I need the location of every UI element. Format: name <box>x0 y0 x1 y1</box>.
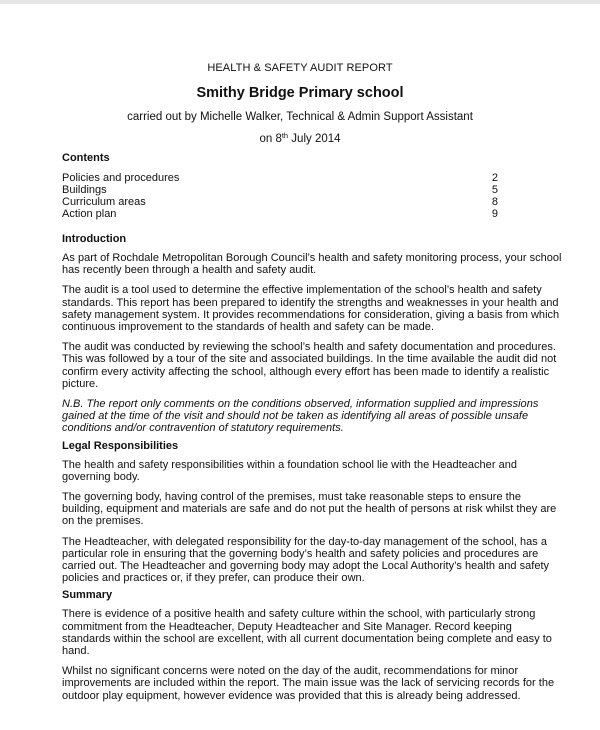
contents-list <box>62 172 498 220</box>
contents-item <box>62 184 498 196</box>
contents-item-page: 9 <box>491 208 498 220</box>
summary-paragraph: Whilst no significant concerns were noted on the day of the audit, recommendations for minor improvements are included within the report. The main issue was the lack of servicing records for the outdoor play equipment, however evidence was provided that this is already being addressed. <box>62 665 555 702</box>
report-title: HEALTH & SAFETY AUDIT REPORT <box>207 62 393 74</box>
contents-item <box>62 172 498 184</box>
report-body <box>62 152 562 702</box>
report-date <box>0 133 600 146</box>
date-suffix: July 2014 <box>288 133 341 145</box>
contents-item-label: Curriculum areas <box>62 196 146 208</box>
introduction-heading: Introduction <box>62 233 127 245</box>
contents-item <box>62 196 498 208</box>
contents-item-label: Action plan <box>62 208 117 220</box>
contents-heading: Contents <box>62 152 110 164</box>
contents-item <box>62 208 498 220</box>
legal-paragraph: The health and safety responsibilities within a foundation school lie with the Headteacher and governing body. <box>62 458 517 483</box>
introduction-note: N.B. The report only comments on the conditions observed, information supplied and impressions gained at the time of the visit and should not be taken as identifying all areas of possible unsafe conditions and/or contravention of statutory requirements. <box>62 398 539 435</box>
legal-paragraph: The Headteacher, with delegated responsibility for the day-to-day management of the school, has a particular role in ensuring that the governing body’s health and safety policies and procedures are carried out. The Headteacher and governing body may adopt the Local Authority’s health and safety policies and practices or, if they prefer, can produce their own. <box>62 535 550 585</box>
legal-paragraph: The governing body, having control of the premises, must take reasonable steps to ensure the building, equipment and materials are safe and do not put the health of persons at risk whilst they are on the premises. <box>62 491 557 528</box>
carried-out-by: carried out by Michelle Walker, Technical & Admin Support Assistant <box>127 111 473 123</box>
date-prefix: on 8 <box>259 133 282 145</box>
contents-item-page: 2 <box>491 172 498 184</box>
school-name: Smithy Bridge Primary school <box>196 85 404 101</box>
introduction-paragraph: The audit was conducted by reviewing the school’s health and safety documentation and procedures. This was followed by a tour of the site and associated buildings. In the time available the audit did not confirm every activity affecting the school, although every effort has been made to identify a realistic picture. <box>62 341 557 390</box>
contents-item-page: 5 <box>491 184 498 196</box>
introduction-paragraph: As part of Rochdale Metropolitan Borough Council’s health and safety monitoring process, your school has recently been through a health and safety audit. <box>62 252 562 277</box>
summary-paragraph: There is evidence of a positive health and safety culture within the school, with particularly strong commitment from the Headteacher, Deputy Headteacher and Site Manager. Record keeping standards within the school are excellent, with all current documentation being complete and easy to hand. <box>62 608 552 658</box>
top-edge-band <box>0 0 600 4</box>
introduction-paragraph: The audit is a tool used to determine the effective implementation of the school’s health and safety standards. This report has been prepared to identify the strengths and weaknesses in your health and safety management system. It provides recommendations for consideration, giving a basis from which continuous improvement to the standards of health and safety can be made. <box>62 284 560 334</box>
legal-heading: Legal Responsibilities <box>62 439 179 452</box>
contents-item-label: Buildings <box>62 184 107 196</box>
report-header <box>0 62 600 146</box>
date-ordinal: th <box>281 131 289 140</box>
summary-heading: Summary <box>62 589 113 602</box>
contents-item-label: Policies and procedures <box>62 172 180 184</box>
contents-item-page: 8 <box>491 196 498 208</box>
